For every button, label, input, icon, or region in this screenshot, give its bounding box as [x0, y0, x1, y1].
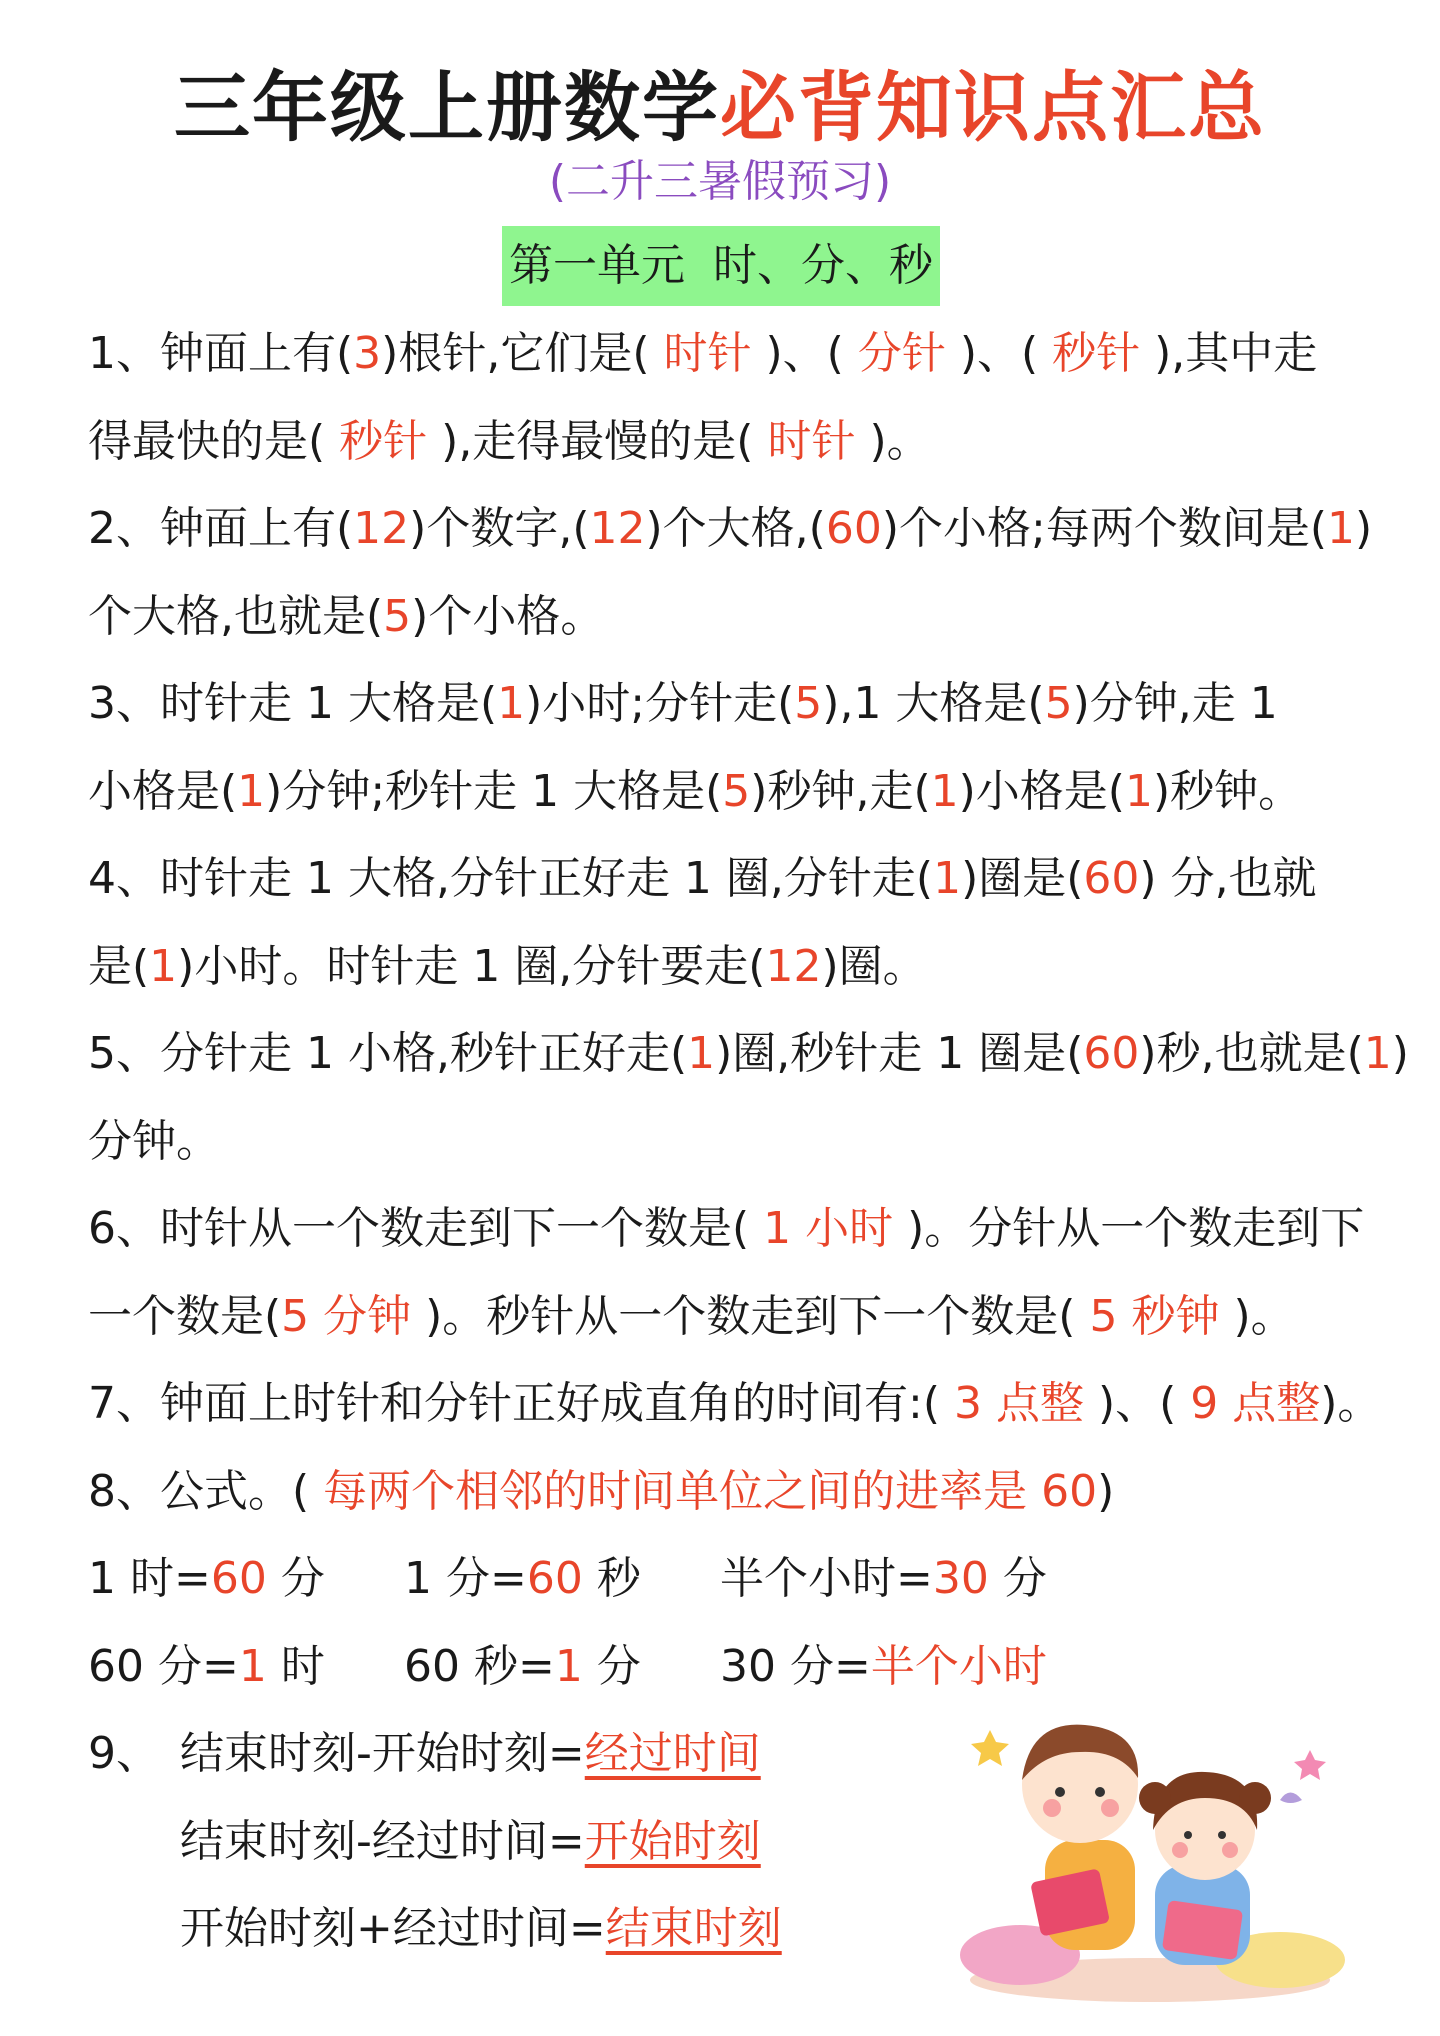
text: )圈,秒针走 1 圈是( — [715, 1028, 1084, 1079]
text: )、( — [1097, 1378, 1177, 1429]
item-2-line-2 — [88, 573, 1358, 661]
text: 6、时针从一个数走到下一个数是( — [88, 1203, 750, 1254]
answer: 经过时间 — [584, 1728, 761, 1779]
text: )。 — [1320, 1378, 1382, 1429]
formula-cell — [404, 1623, 720, 1711]
text: ) — [1354, 503, 1373, 554]
eye-icon — [1218, 1831, 1226, 1839]
text: )小格是( — [958, 765, 1125, 817]
text: 2、钟面上有( — [88, 503, 354, 554]
answer: 秒针 — [1038, 328, 1155, 379]
answer: 12 — [765, 940, 822, 992]
star-icon — [971, 1730, 1009, 1766]
item-4-line-2 — [88, 923, 1358, 1011]
item-4-line-1 — [88, 835, 1358, 923]
hair-bun-icon — [1139, 1782, 1171, 1814]
text: ) — [1391, 1028, 1409, 1079]
text: 4、时针走 1 大格,分针正好走 1 圈,分针走( — [88, 853, 934, 904]
item-5-line-2 — [88, 1098, 1358, 1186]
text: 开始时刻+经过时间= — [180, 1903, 606, 1954]
answer: 1 — [554, 1640, 583, 1692]
text: ) — [1097, 1465, 1115, 1517]
answer: 开始时刻 — [584, 1815, 761, 1867]
answer: 时针 — [753, 415, 870, 467]
text: 半个小时= — [720, 1553, 933, 1604]
text: )个小格;每两个数间是( — [881, 503, 1327, 554]
answer: 5 — [722, 765, 751, 817]
text: 是( — [88, 940, 150, 992]
text: 分 — [988, 1553, 1047, 1604]
text: 分 — [582, 1640, 641, 1692]
answer: 1 — [497, 678, 526, 729]
answer: 5 — [794, 678, 823, 729]
eye-icon — [1184, 1831, 1192, 1839]
text: 分 — [266, 1553, 325, 1604]
answer: 1 — [687, 1028, 716, 1079]
eye-icon — [1055, 1787, 1065, 1797]
answer: 60 — [1083, 1028, 1140, 1079]
answer: 1 — [1363, 1028, 1392, 1079]
text: )。分针从一个数走到下 — [907, 1203, 1365, 1254]
text: )分钟,走 1 — [1072, 678, 1278, 729]
text: )。 — [1233, 1290, 1295, 1342]
text: 秒 — [582, 1553, 641, 1604]
text: 结束时刻-开始时刻= — [180, 1728, 585, 1779]
unit-heading: 第一单元 时、分、秒 — [502, 226, 940, 306]
eye-icon — [1095, 1787, 1105, 1797]
answer: 半个小时 — [870, 1640, 1047, 1692]
star-icon — [1294, 1750, 1326, 1780]
title-red: 必背知识点汇总 — [720, 63, 1266, 152]
formula-cell — [720, 1553, 1047, 1604]
answer: 12 — [589, 503, 646, 554]
answer: 30 — [932, 1553, 989, 1604]
text: )个大格,( — [645, 503, 826, 554]
item-6-line-1 — [88, 1185, 1365, 1273]
text: ) 分,也就 — [1139, 853, 1317, 904]
text: )、( — [959, 328, 1039, 379]
answer: 9 点整 — [1176, 1378, 1321, 1429]
answer: 1 — [930, 765, 959, 817]
text: )秒,也就是( — [1139, 1028, 1364, 1079]
text: )个数字,( — [409, 503, 590, 554]
answer: 1 — [1326, 503, 1355, 554]
answer: 60 — [210, 1553, 267, 1604]
cheek-icon — [1172, 1842, 1188, 1858]
text: )圈是( — [961, 853, 1084, 904]
text: 8、公式。( — [88, 1465, 310, 1517]
book-icon — [1162, 1900, 1243, 1960]
answer: 1 — [1124, 765, 1153, 817]
item-number: 9、 — [88, 1728, 160, 1779]
item-1-line-2 — [88, 398, 1358, 486]
item-7 — [88, 1360, 1382, 1448]
text: 5、分针走 1 小格,秒针正好走( — [88, 1028, 688, 1079]
subtitle: (二升三暑假预习) — [548, 156, 892, 207]
answer: 60 — [526, 1553, 583, 1604]
formula-cell — [88, 1535, 404, 1623]
formula-row-1 — [88, 1535, 1358, 1623]
item-3-line-2 — [88, 748, 1358, 836]
formula-cell — [720, 1641, 1047, 1692]
text: )。 — [869, 415, 931, 467]
answer: 60 — [825, 503, 882, 554]
text: 时 — [266, 1640, 325, 1692]
text: )秒钟。 — [1152, 765, 1303, 817]
answer: 60 — [1083, 853, 1140, 904]
answer: 1 — [933, 853, 962, 904]
answer: 1 — [149, 940, 178, 992]
kids-reading-illustration — [950, 1690, 1360, 2010]
text: )小时。时针走 1 圈,分针要走( — [177, 940, 766, 992]
text: ),走得最慢的是( — [441, 415, 754, 467]
text: ),1 大格是( — [822, 678, 1045, 729]
text: 分钟。 — [88, 1115, 220, 1167]
text: 个大格,也就是( — [88, 590, 384, 642]
item-5-line-1 — [88, 1010, 1409, 1098]
answer: 每两个相邻的时间单位之间的进率是 60 — [309, 1465, 1098, 1517]
text: )圈。 — [821, 940, 927, 992]
answer: 分针 — [843, 328, 960, 379]
hair-bun-icon — [1239, 1782, 1271, 1814]
bird-icon — [1280, 1793, 1302, 1804]
page-title — [0, 58, 1440, 158]
text: 结束时刻-经过时间= — [180, 1815, 585, 1867]
answer: 1 小时 — [749, 1203, 908, 1254]
formula-cell — [404, 1535, 720, 1623]
answer: 5 — [383, 590, 412, 642]
text: 7、钟面上时针和分针正好成直角的时间有:( — [88, 1378, 940, 1429]
item-8 — [88, 1448, 1358, 1536]
title-black: 三年级上册数学 — [174, 63, 720, 152]
text: 一个数是( — [88, 1290, 282, 1342]
item-6-line-2 — [88, 1273, 1358, 1361]
text: 3、时针走 1 大格是( — [88, 678, 498, 729]
text: )。秒针从一个数走到下一个数是( — [425, 1290, 1076, 1342]
answer: 3 点整 — [939, 1378, 1098, 1429]
text: 1 分= — [404, 1553, 527, 1604]
answer: 3 — [353, 328, 382, 379]
text: 30 分= — [720, 1640, 871, 1692]
text: )个小格。 — [411, 590, 605, 642]
answer: 秒针 — [325, 415, 442, 467]
cheek-icon — [1043, 1799, 1061, 1817]
text: ),其中走 — [1154, 328, 1318, 379]
answer: 5 秒钟 — [1075, 1290, 1234, 1342]
text: 1、钟面上有( — [88, 328, 354, 379]
text: 得最快的是( — [88, 415, 326, 467]
cheek-icon — [1222, 1842, 1238, 1858]
answer: 5 — [1044, 678, 1073, 729]
text: )秒钟,走( — [750, 765, 931, 817]
text: )小时;分针走( — [525, 678, 795, 729]
item-2-line-1 — [88, 485, 1373, 573]
text: )根针,它们是( — [381, 328, 650, 379]
text: 小格是( — [88, 765, 238, 817]
formula-cell — [88, 1623, 404, 1711]
answer: 1 — [237, 765, 266, 817]
answer: 5 分钟 — [281, 1290, 426, 1342]
answer: 12 — [353, 503, 410, 554]
answer: 时针 — [649, 328, 766, 379]
item-1-line-1 — [88, 310, 1358, 398]
item-3-line-1 — [88, 660, 1358, 748]
text: )、( — [765, 328, 844, 379]
text: 1 时= — [88, 1553, 211, 1604]
cheek-icon — [1101, 1799, 1119, 1817]
text: )分钟;秒针走 1 大格是( — [265, 765, 723, 817]
answer: 结束时刻 — [605, 1903, 782, 1954]
text: 60 秒= — [404, 1640, 555, 1692]
text: 60 分= — [88, 1640, 239, 1692]
answer: 1 — [238, 1640, 267, 1692]
